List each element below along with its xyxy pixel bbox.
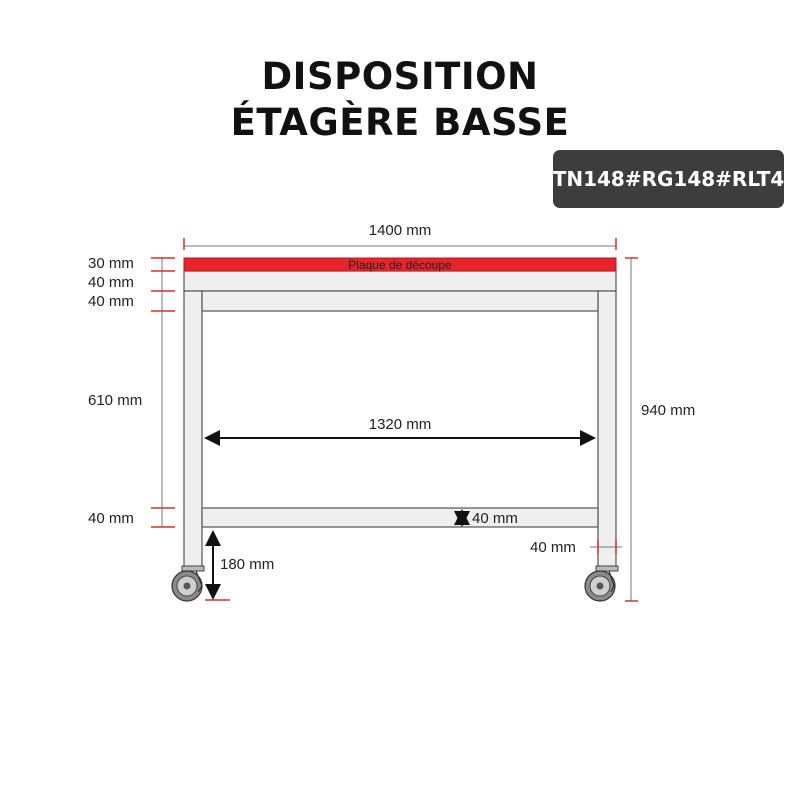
- title-line-2: ÉTAGÈRE BASSE: [230, 101, 570, 144]
- clear-height-label: 610 mm: [88, 392, 143, 409]
- shelf-thickness-label: 40 mm: [472, 510, 518, 527]
- reference-badge: TN148#RG148#RLT4: [553, 150, 784, 208]
- dimension-total-height: [625, 258, 695, 601]
- ground-clearance-label: 180 mm: [220, 556, 275, 573]
- right-leg: [598, 291, 616, 567]
- shelf-height-left-label: 40 mm: [88, 510, 134, 527]
- left-caster-icon: [172, 566, 204, 601]
- lower-shelf: [202, 508, 598, 527]
- apron-height-label: 40 mm: [88, 293, 134, 310]
- table-top: [184, 271, 616, 291]
- left-leg: [184, 291, 202, 567]
- inner-width-label: 1320 mm: [368, 416, 432, 433]
- dimension-total-width: [184, 222, 616, 250]
- title-line-1: DISPOSITION: [261, 55, 539, 98]
- leg-width-label: 40 mm: [530, 539, 576, 556]
- dimension-inner-width: [206, 416, 594, 438]
- total-height-label: 940 mm: [641, 402, 696, 419]
- apron: [202, 291, 598, 311]
- dimension-left-chain: [88, 255, 175, 527]
- top-thickness-label: 40 mm: [88, 274, 134, 291]
- total-width-label: 1400 mm: [368, 222, 432, 239]
- board-thickness-label: 30 mm: [88, 255, 134, 272]
- right-caster-icon: [585, 566, 618, 601]
- dimension-ground-clearance: [205, 532, 274, 600]
- cutting-board-label: Plaque de découpe: [348, 258, 452, 272]
